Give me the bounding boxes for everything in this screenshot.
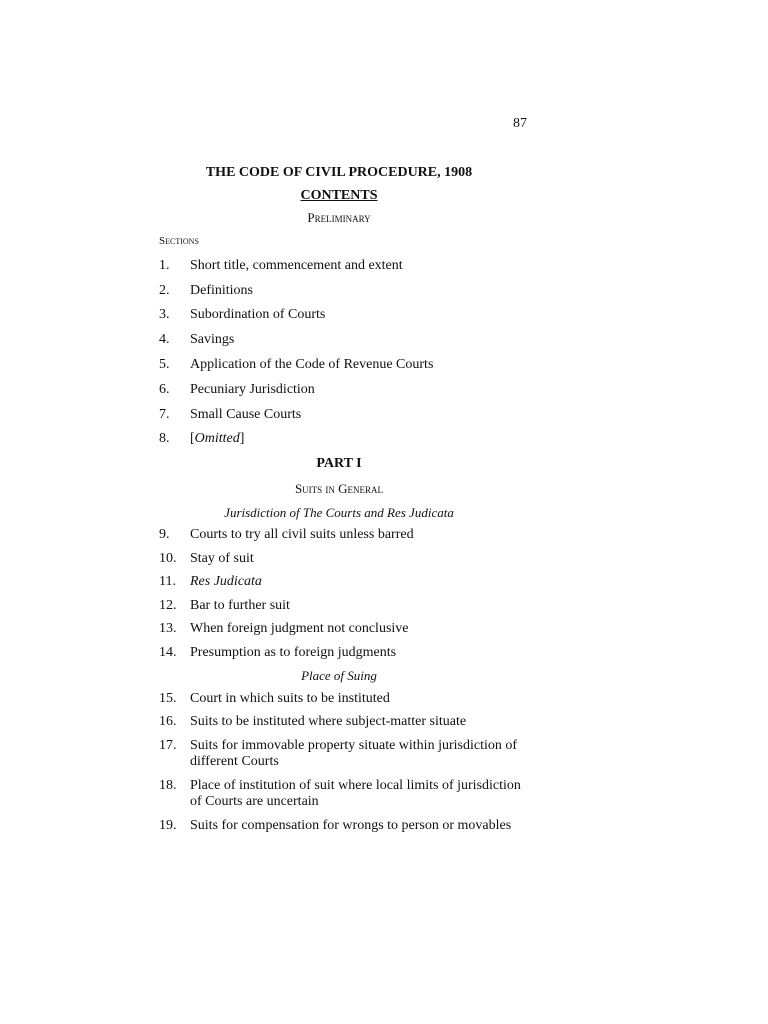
section-number: 5. [159,357,170,372]
section-title: Court in which suits to be instituted [190,691,390,706]
section-title: When foreign judgment not conclusive [190,621,409,636]
section-title: Suits for immovable property situate within jurisdiction of different Courts [190,738,518,769]
section-title: Place of institution of suit where local limits of jurisdiction of Courts are uncertain [190,778,521,809]
section-number: 19. [159,818,177,833]
section-title: Pecuniary Jurisdiction [190,382,315,397]
section-number: 18. [159,778,177,793]
section-number: 3. [159,307,170,322]
section-title: Courts to try all civil suits unless barred [190,527,414,542]
section-title: Stay of suit [190,551,254,566]
section-title [190,431,528,447]
section-number: 13. [159,621,177,636]
section-number: 7. [159,407,170,422]
section-title: Short title, commencement and extent [190,258,403,273]
page-number: 87 [513,116,527,131]
section-title: Savings [190,332,235,347]
section-number: 4. [159,332,170,347]
section-number: 12. [159,598,177,613]
section-title: Subordination of Courts [190,307,326,322]
contents-heading: CONTENTS [300,188,378,203]
subsection-heading: Jurisdiction of The Courts and Res Judicata [224,505,454,520]
preliminary-heading: Preliminary [307,210,371,225]
omitted-text: Omitted [194,431,240,446]
section-title: Presumption as to foreign judgments [190,645,397,660]
section-title: Suits to be instituted where subject-matter situate [190,714,467,729]
section-number: 9. [159,527,170,542]
section-number: 11. [159,574,176,589]
section-number: 1. [159,258,170,273]
bracket-close: ] [239,431,245,446]
section-number: 15. [159,691,177,706]
section-number: 2. [159,283,170,298]
section-number: 17. [159,738,177,753]
section-title: Application of the Code of Revenue Courts [190,357,434,372]
bracket-open: [ [190,431,195,446]
section-title: Res Judicata [190,574,262,589]
section-title: Definitions [190,283,253,298]
section-number: 16. [159,714,177,729]
part-subheading: Suits in General [294,481,384,496]
section-number: 14. [159,645,177,660]
subsection-heading: Place of Suing [301,668,377,683]
section-title: Bar to further suit [190,598,290,613]
section-title: Suits for compensation for wrongs to person or movables [190,818,512,833]
section-number: 6. [159,382,170,397]
section-number: 10. [159,551,177,566]
sections-label: Sections [159,235,199,247]
section-title: Small Cause Courts [190,407,302,422]
section-number: 8. [159,431,170,446]
document-title: THE CODE OF CIVIL PROCEDURE, 1908 [205,165,473,180]
part-heading: PART I [316,456,362,471]
